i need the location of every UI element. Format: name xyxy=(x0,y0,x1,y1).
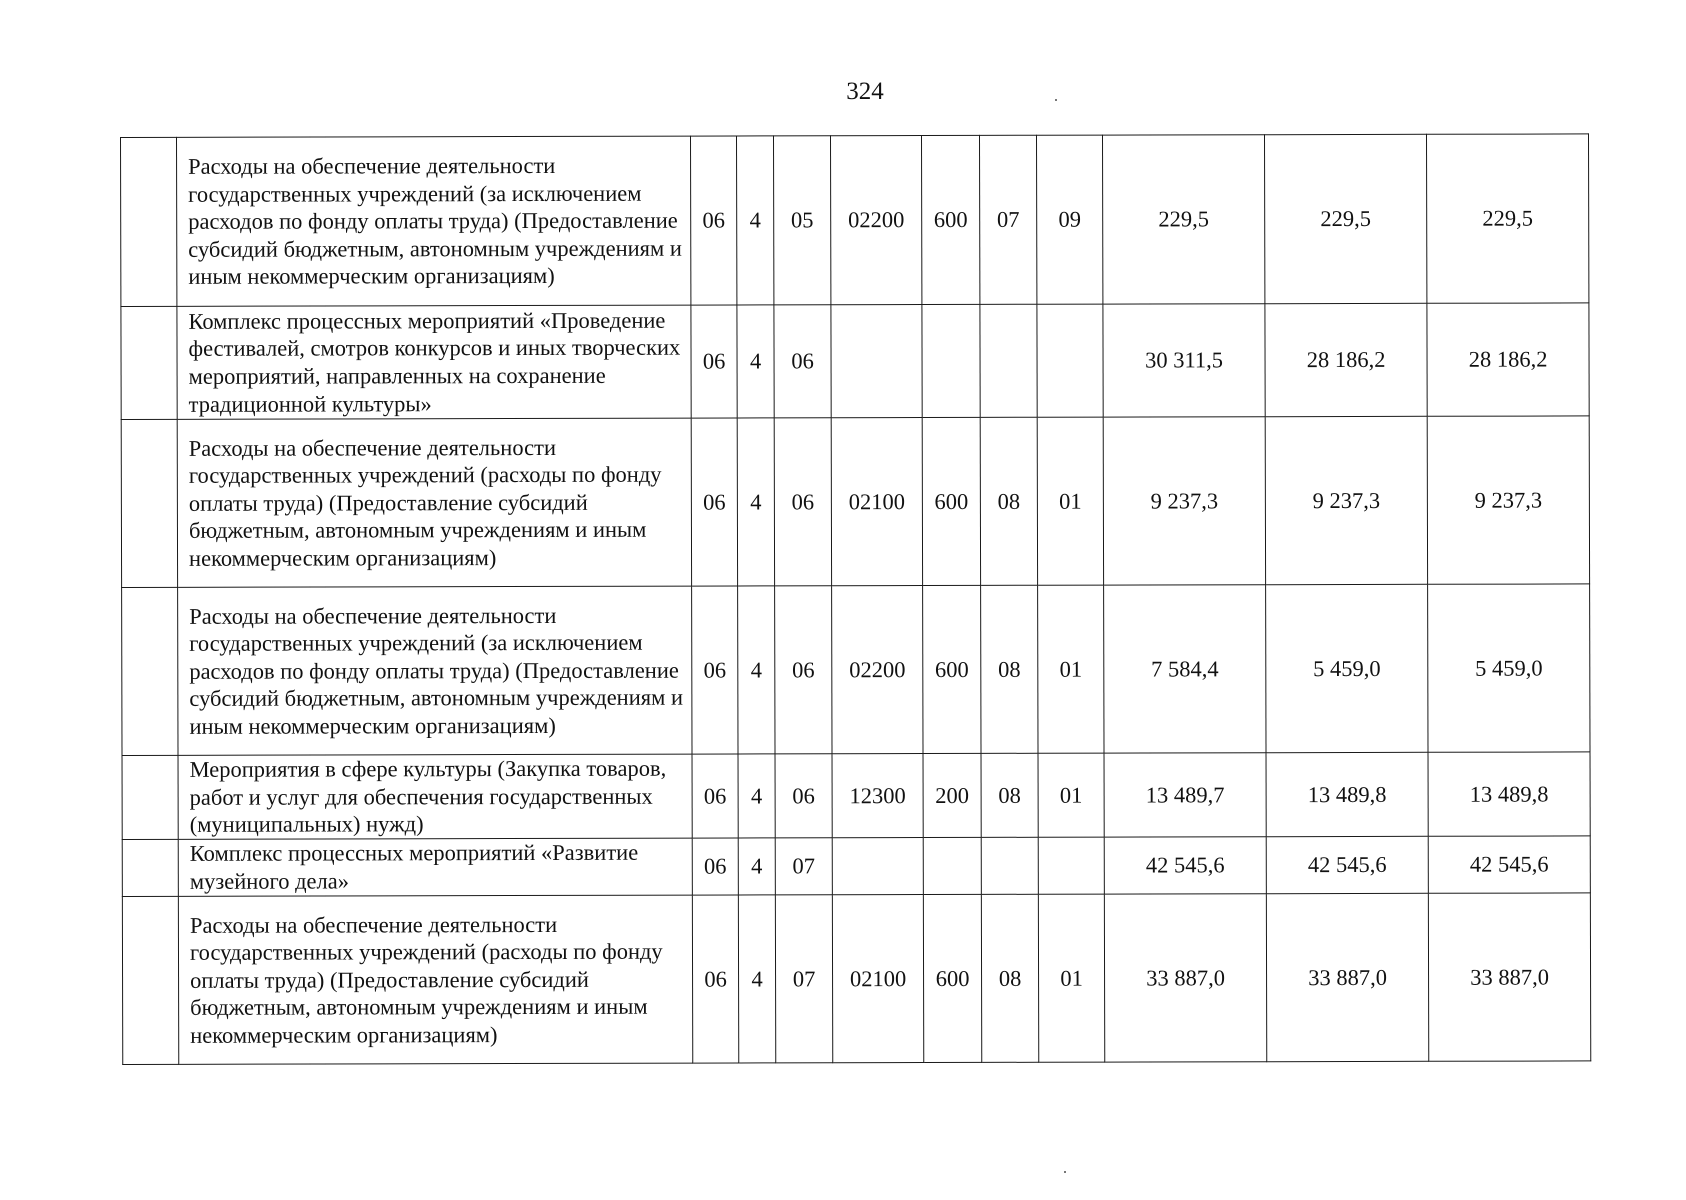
code-cell: 4 xyxy=(738,838,775,895)
code-cell: 07 xyxy=(775,838,832,895)
page-number: 324 xyxy=(846,78,884,105)
amount-cell: 42 545,6 xyxy=(1428,836,1590,893)
code-cell: 02200 xyxy=(830,136,921,305)
row-name: Расходы на обеспечение деятельности государственных учреждений (за исключением расходов по фонду оплаты труда) (Предоставление субсидий бюджетным, автономным учреждениям и иным некоммерческим организациям) xyxy=(178,586,692,755)
code-cell: 200 xyxy=(923,753,981,837)
code-cell: 06 xyxy=(774,305,831,418)
code-cell xyxy=(923,837,981,894)
amount-cell: 229,5 xyxy=(1102,135,1264,304)
code-cell: 06 xyxy=(774,418,831,586)
code-cell: 4 xyxy=(738,895,775,1063)
table-row xyxy=(122,836,1590,897)
amount-cell: 13 489,8 xyxy=(1266,752,1428,836)
empty-cell xyxy=(122,587,178,755)
amount-cell: 42 545,6 xyxy=(1104,837,1266,894)
amount-cell: 5 459,0 xyxy=(1266,584,1428,752)
code-cell xyxy=(980,304,1037,417)
amount-cell: 9 237,3 xyxy=(1427,416,1589,584)
code-cell: 08 xyxy=(981,753,1038,837)
code-cell: 600 xyxy=(921,135,979,304)
code-cell: 600 xyxy=(922,417,980,585)
code-cell: 4 xyxy=(738,586,775,754)
code-cell xyxy=(922,304,980,417)
code-cell: 4 xyxy=(737,418,774,586)
code-cell: 06 xyxy=(692,754,738,838)
code-cell: 06 xyxy=(692,586,738,754)
code-cell: 4 xyxy=(738,754,775,838)
amount-cell: 30 311,5 xyxy=(1103,304,1265,417)
scan-speck xyxy=(1055,99,1057,101)
table-row xyxy=(121,134,1589,307)
table-row xyxy=(121,416,1589,588)
amount-cell: 229,5 xyxy=(1264,134,1426,303)
empty-cell xyxy=(121,306,177,419)
code-cell xyxy=(1037,304,1103,417)
code-cell: 01 xyxy=(1038,585,1104,753)
code-cell xyxy=(831,305,922,418)
code-cell: 06 xyxy=(775,586,832,754)
code-cell: 02100 xyxy=(832,895,923,1063)
amount-cell: 28 186,2 xyxy=(1427,303,1589,416)
amount-cell: 33 887,0 xyxy=(1266,893,1428,1061)
code-cell: 08 xyxy=(980,417,1037,585)
amount-cell: 5 459,0 xyxy=(1428,584,1590,752)
row-name: Расходы на обеспечение деятельности государственных учреждений (за исключением расходов по фонду оплаты труда) (Предоставление субсидий бюджетным, автономным учреждениям и иным некоммерческим организациям) xyxy=(177,136,691,306)
code-cell: 06 xyxy=(691,418,737,586)
code-cell xyxy=(981,837,1038,894)
scan-speck xyxy=(1064,1171,1066,1173)
code-cell: 4 xyxy=(737,305,774,418)
amount-cell: 9 237,3 xyxy=(1265,416,1427,584)
code-cell xyxy=(1038,837,1104,894)
code-cell: 01 xyxy=(1038,753,1104,837)
table-row xyxy=(122,584,1590,756)
code-cell: 12300 xyxy=(832,754,923,838)
amount-cell: 229,5 xyxy=(1426,134,1588,303)
table-row xyxy=(122,893,1590,1065)
amount-cell: 33 887,0 xyxy=(1104,894,1266,1062)
code-cell: 07 xyxy=(775,895,832,1063)
amount-cell: 42 545,6 xyxy=(1266,836,1428,893)
code-cell: 02200 xyxy=(832,586,923,754)
code-cell: 4 xyxy=(736,136,773,305)
code-cell: 600 xyxy=(923,894,981,1062)
code-cell xyxy=(832,838,923,895)
code-cell: 02100 xyxy=(831,418,922,586)
code-cell: 07 xyxy=(979,135,1036,304)
code-cell: 09 xyxy=(1036,135,1102,304)
code-cell: 06 xyxy=(692,895,738,1063)
amount-cell: 13 489,7 xyxy=(1104,753,1266,837)
code-cell: 600 xyxy=(923,585,981,753)
budget-table xyxy=(120,133,1591,1065)
row-name: Расходы на обеспечение деятельности государственных учреждений (расходы по фонду оплаты труда) (Предоставление субсидий бюджетным, автономным учреждениям и иным некоммерческим организациям) xyxy=(178,895,692,1064)
code-cell: 05 xyxy=(773,136,830,305)
code-cell: 06 xyxy=(692,838,738,895)
row-name: Расходы на обеспечение деятельности государственных учреждений (расходы по фонду оплаты труда) (Предоставление субсидий бюджетным, автономным учреждениям и иным некоммерческим организациям) xyxy=(177,418,691,587)
amount-cell: 33 887,0 xyxy=(1428,893,1590,1061)
amount-cell: 13 489,8 xyxy=(1428,752,1590,836)
table-row xyxy=(122,752,1590,840)
code-cell: 08 xyxy=(981,894,1038,1062)
table-row xyxy=(121,303,1589,420)
amount-cell: 9 237,3 xyxy=(1103,417,1265,585)
code-cell: 01 xyxy=(1037,417,1103,585)
empty-cell xyxy=(122,896,178,1064)
empty-cell xyxy=(122,755,178,839)
amount-cell: 7 584,4 xyxy=(1104,585,1266,753)
empty-cell xyxy=(122,839,178,896)
row-name: Комплекс процессных мероприятий «Проведение фестивалей, смотров конкурсов и иных творческих мероприятий, направленных на сохранение традиционной культуры» xyxy=(177,305,691,419)
empty-cell xyxy=(121,137,177,306)
code-cell: 01 xyxy=(1038,894,1104,1062)
row-name: Комплекс процессных мероприятий «Развитие музейного дела» xyxy=(178,838,692,896)
code-cell: 06 xyxy=(690,136,736,305)
code-cell: 06 xyxy=(691,305,737,418)
amount-cell: 28 186,2 xyxy=(1265,303,1427,416)
empty-cell xyxy=(121,419,177,587)
code-cell: 06 xyxy=(775,754,832,838)
code-cell: 08 xyxy=(981,585,1038,753)
row-name: Мероприятия в сфере культуры (Закупка товаров, работ и услуг для обеспечения государственных (муниципальных) нужд) xyxy=(178,754,692,839)
